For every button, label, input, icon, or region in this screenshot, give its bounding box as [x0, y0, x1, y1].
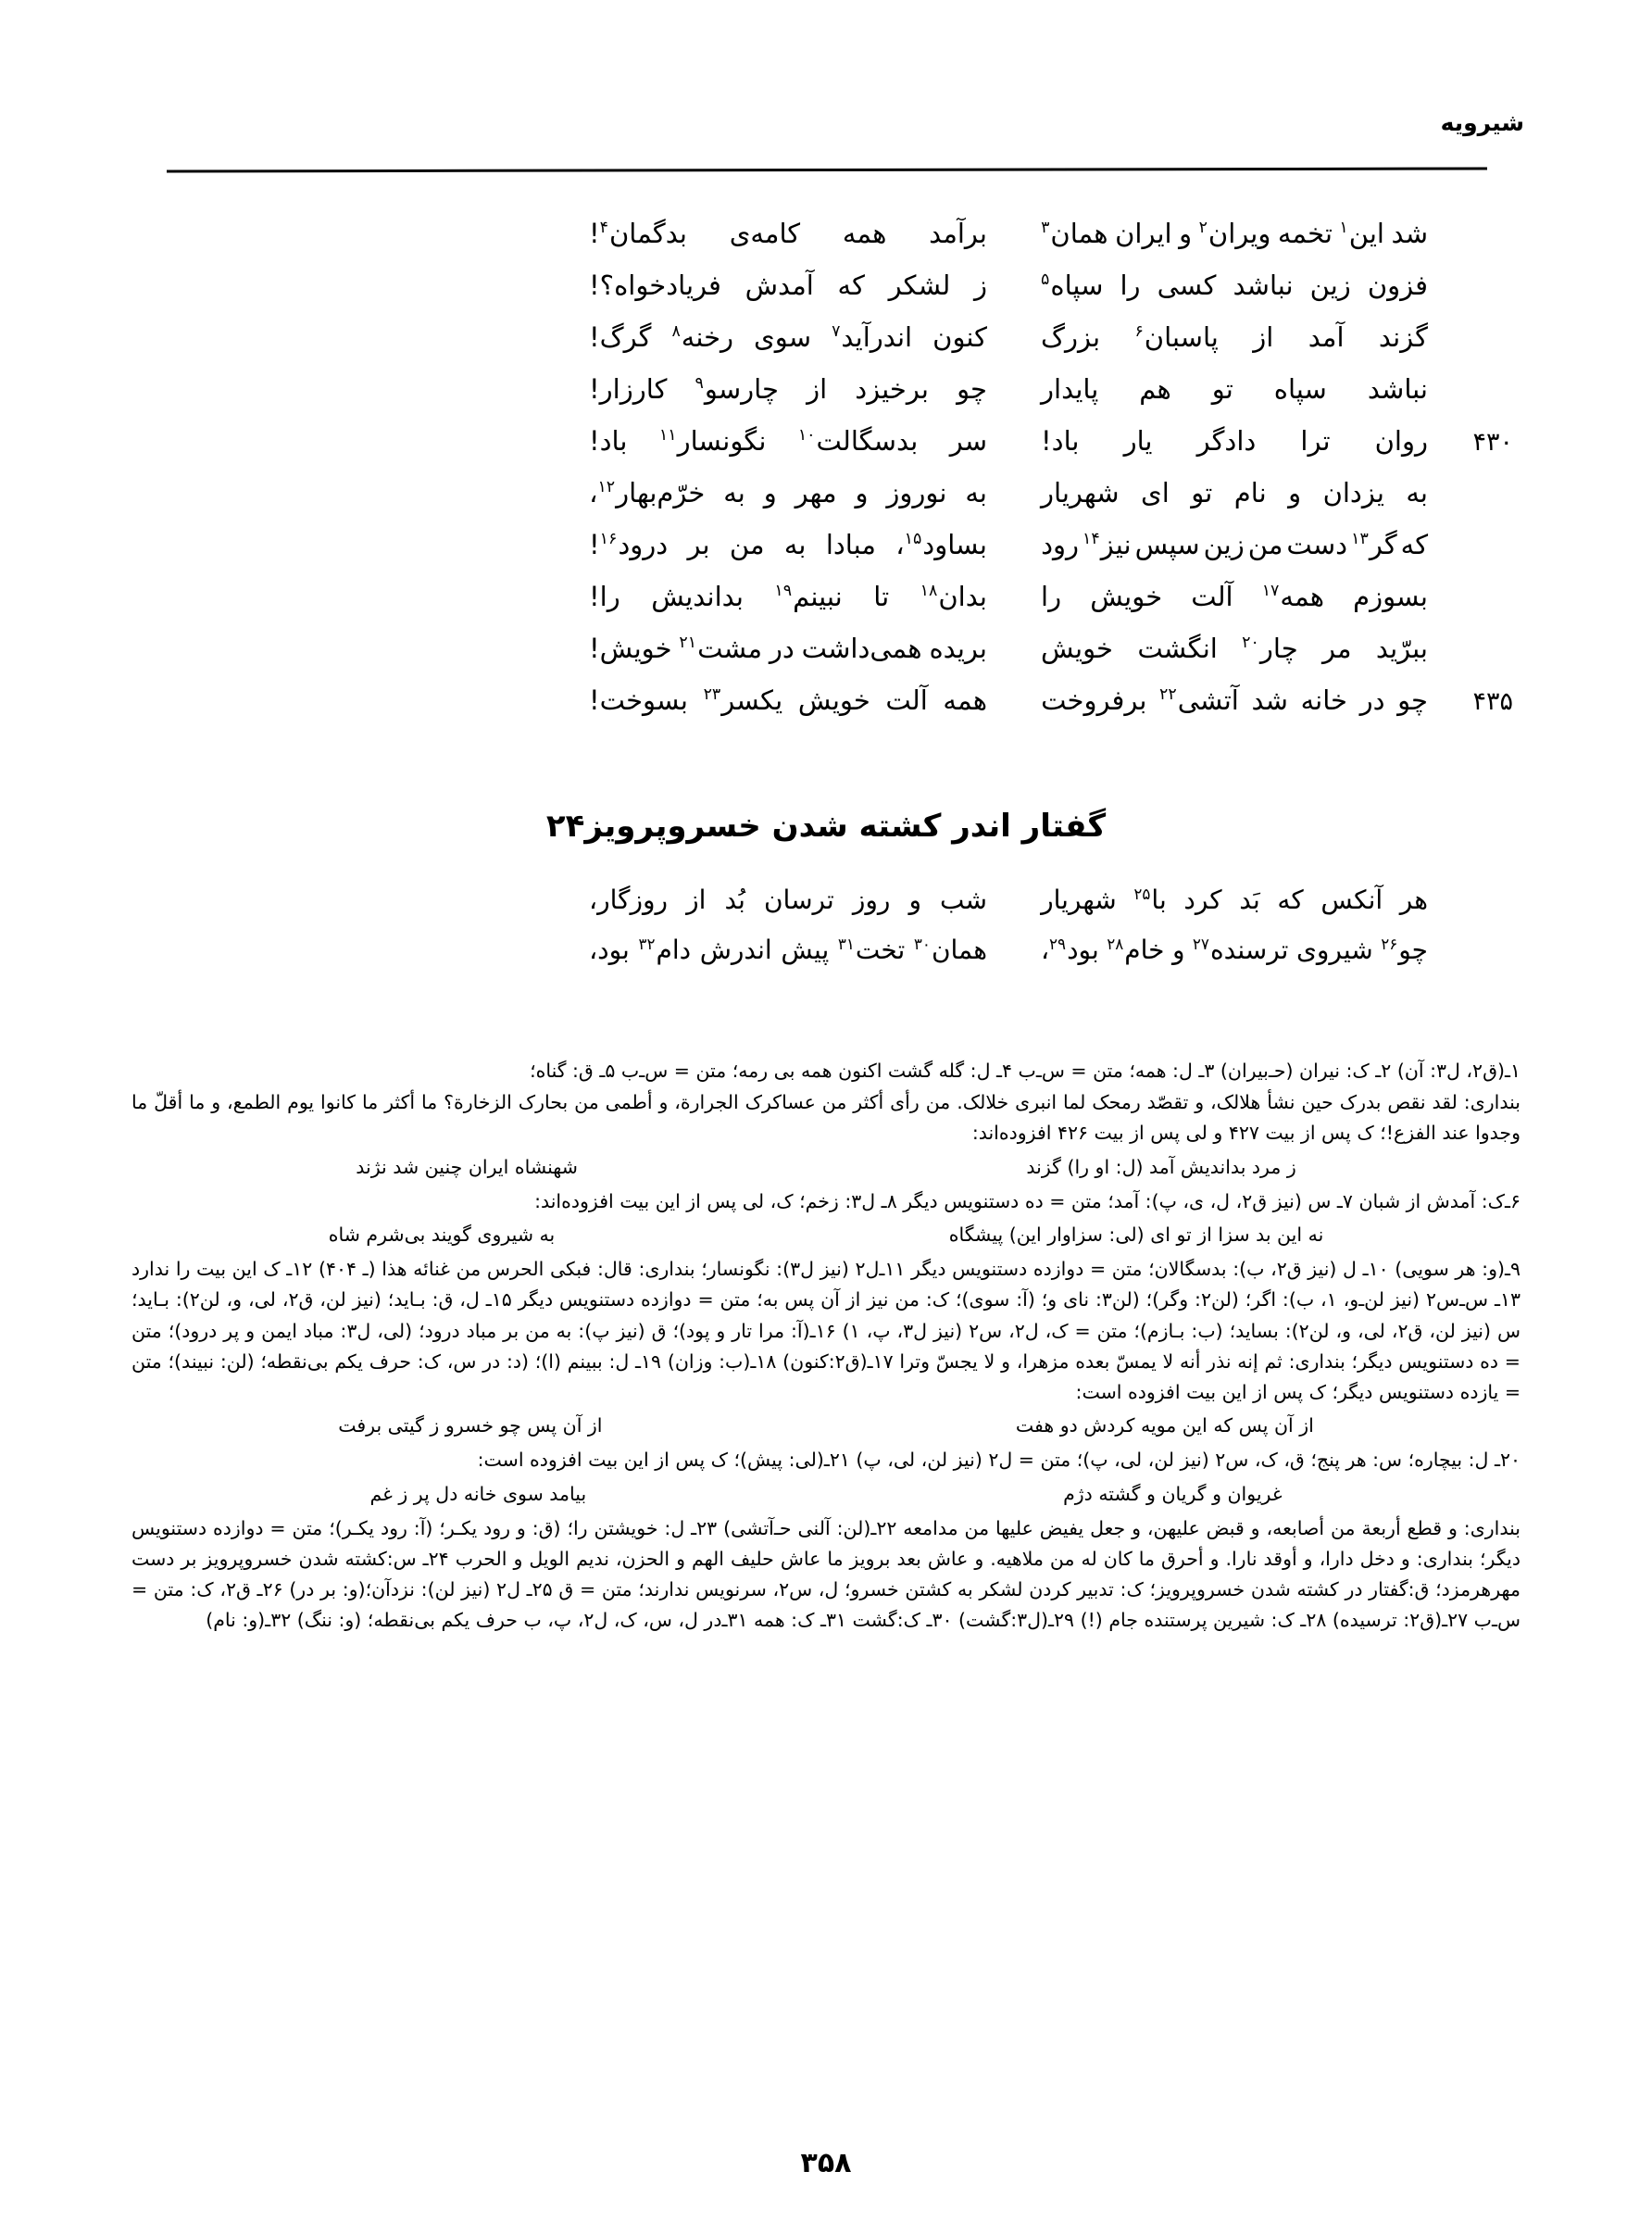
apparatus-note: بنداری: و قطع أربعة من أصابعه، و قبض علیهن، و جعل یفیض علیها من مدامعه ۲۲ـ(لن: آلنی حـ‌آتشی) ۲۳ـ ل: خویشتن را؛ (ق: و رود یکـر؛ (آ: رود یکـر)؛ متن = دوازده دستنویس دیگر؛ بنداری: و دخل دارا، و أوقد نارا. و أحرق ما کان له من ملاهیه. و عاش بعد برویز ما عاش حلیف الهم و الحزن، ندیم الویل و الحرب ۲۴ـ س:‌کشته شدن خسروپرویز بر دست مهرهرمزد؛ ق:‌گفتار در کشته شدن خسروپرویز؛ ک: تدبیر کردن لشکر به کشتن خسرو؛ ل، س۲، سرنویس ندارند؛ متن = ق ۲۵ـ ل۲ (نیز لن): نزدآن؛(و: بر در) ۲۶ـ ق۲، ک: متن = س‌ـ‌ب ۲۷ـ(ق۲: ترسیده) ۲۸ـ ک: شیرین پرستنده جام (!) ۲۹ـ(ل۳:‌گشت) ۳۰ـ ک:‌گشت ۳۱ـ ک: همه ۳۱ـ‌در ل، س، ک، ل۲، پ، ب حرف یکم بی‌نقطه؛ (و: ننگ) ۳۲ـ(و: نام) [131, 1516, 1521, 1632]
verse-block-primary [139, 218, 1513, 736]
verse-line [139, 477, 1513, 529]
hemistich-first: شد این$^۱$ تخمه ویران$^۲$ و ایران همان$^۳$ [1041, 218, 1428, 249]
running-head: شیرویه [1440, 109, 1524, 136]
verse-number: ۴۳۰ [1472, 428, 1513, 457]
hemistich-second: بدان$^{۱۸}$ تا نبینم$^{۱۹}$ بداندیش را! [589, 581, 987, 612]
hemistich-first: چو در خانه شد آتشی$^{۲۲}$ برفروخت [1041, 684, 1428, 716]
hemistich-second: همان$^{۳۰}$ تخت$^{۳۱}$ پیش اندرش دام$^{۳۲}$ بود، [589, 934, 987, 965]
hemistich-second: شب و روز ترسان بُد از روزگار، [589, 885, 987, 915]
apparatus-inserted-verse [131, 1220, 1521, 1250]
apparatus-note: ۲۰ـ ل: بیچاره؛ س: هر پنج؛ ق، ک، س۲ (نیز لن، لی، پ)؛ متن = ل۲ (نیز لن، لی، پ) ۲۱ـ(لی: پیش)؛ ک پس از این بیت افزوده است: [477, 1449, 1521, 1472]
hemistich-second: سر بدسگالت$^{۱۰}$ نگونسار$^{۱۱}$ باد! [589, 425, 987, 457]
hemistich-second: به نوروز و مهر و به خرّم‌بهار$^{۱۲}$، [589, 477, 987, 508]
hemistich-second: کنون اندرآید$^۷$ سوی رخنه$^۸$ گرگ! [589, 321, 987, 353]
hemistich-second: بساود$^{۱۵}$، مبادا به من بر درود$^{۱۶}$! [589, 529, 987, 560]
hemistich-second: غریوان و گریان و گشته دژم [1063, 1482, 1283, 1505]
apparatus-note: ۶ـ‌ک: آمدش از شبان ۷ـ س (نیز ق۲، ل، ی، پ): آمد؛ متن = ده دستنویس دیگر ۸ـ ل۳: زخم؛ ک، لی پس از این بیت افزوده‌اند: [534, 1189, 1521, 1212]
hemistich-second: برآمد همه کامه‌ی بدگمان$^۴$! [589, 218, 987, 249]
apparatus-inserted-verse [131, 1411, 1521, 1441]
apparatus-note: ۹ـ(و: هر سویی) ۱۰ـ ل (نیز ق۲، ب): بدسگالان؛ متن = دوازده دستنویس دیگر ۱۱ـ‌ل۲ (نیز ل۳): نگونسار؛ بنداری: قال: فبکی الحرس من غنائه هذا (ـ ۴۰۴) ۱۲ـ ک این بیت را ندارد ۱۳ـ س‌ـ‌س۲ (نیز لن‌ـ‌و، ۱، ب): اگر؛ (لن۲: وگر)؛ (لن۳: نای و؛ (آ: سوی)؛ ک: من نیز از آن پس به؛ متن = دوازده دستنویس دیگر ۱۵ـ ل، ق: بـاید؛ (نیز لن، ق۲، لی، و، لن۲): بـاید؛ س (نیز لن، ق۲، لی، و، لن۲): بساید؛ (ب: بـازم)؛ متن = ک، ل۲، س۲ (نیز ل۳، پ، ۱) ۱۶ـ(آ: مرا تار و پود)؛ ق (نیز پ): به من بر مباد درود؛ (لی، ل۳: مباد ایمن و پر درود)؛ متن = ده دستنویس دیگر؛ بنداری: ثم إنه نذر أنه لا یمسّ بعده مزهرا، و لا یجسّ وترا ۱۷ـ(ق۲:‌کنون) ۱۸ـ(ب: وزان) ۱۹ـ ل: ببینم (ا)؛ (د: در س، ک: حرف یکم بی‌نقطه؛ (لن: نبیند)؛ متن = یازده دستنویس دیگر؛ ک پس از این بیت افزوده است: [131, 1258, 1521, 1404]
hemistich-second: ز لشکر که آمدش فریادخواه؟! [589, 270, 987, 301]
hemistich-first: گزند آمد از پاسبان$^۶$ بزرگ [1041, 321, 1428, 353]
hemistich-second: همه آلت خویش یکسر$^{۲۳}$ بسوخت! [589, 684, 987, 716]
verse-line [139, 425, 1513, 477]
verse-line [139, 581, 1513, 633]
hemistich-first: بسوزم همه$^{۱۷}$ آلت خویش را [1041, 581, 1428, 612]
hemistich-first: به یزدان و نام تو ای شهریار [1041, 477, 1428, 508]
apparatus-note-arabic: بنداری: لقد نقص بدرک حین نشأ هلالک، و تقصّد رمحک لما انبری خلالک. من رأی أکثر من عساکرک الجرارة، و أطمی من بحارک الزخارة؟ ما أکثر ما کانوا یوم الطمع، و ما أقلّ ما وجدوا عند الفزع!؛ ک پس از بیت ۴۲۷ و لی پس از بیت ۴۲۶ افزوده‌اند: [131, 1091, 1521, 1145]
hemistich-first: شهنشاه ایران چنین شد نژند [356, 1155, 578, 1178]
verse-line [139, 373, 1513, 425]
apparatus-note: ۱ـ(ق۲، ل۳: آن) ۲ـ ک: نیران (حـ‌بیران) ۳ـ ل: همه؛ متن = س‌ـ‌ب ۴ـ ل: گله گشت اکنون همه بی رمه؛ متن = س‌ـ‌ب ۵ـ ق: گناه؛ [530, 1060, 1521, 1082]
hemistich-first: روان ترا دادگر یار باد! [1041, 425, 1428, 457]
hemistich-first: نباشد سپاه تو هم پایدار [1041, 373, 1428, 405]
hemistich-first: ببرّید مر چار$^{۲۰}$ انگشت خویش [1041, 633, 1428, 664]
hemistich-first: بیامد سوی خانه دل پر ز غم [369, 1482, 587, 1505]
hemistich-second: ز مرد بداندیش آمد (ل: او را) گزند [1026, 1155, 1296, 1178]
apparatus-inserted-verse [131, 1479, 1521, 1510]
hemistich-first: که گر$^{۱۳}$ دست من زین سپس نیز$^{۱۴}$ رود [1041, 529, 1428, 560]
verse-line [139, 321, 1513, 373]
verse-line [139, 218, 1513, 270]
hemistich-first: از آن پس چو خسرو ز گیتی برفت [338, 1414, 603, 1437]
hemistich-first: فزون زین نباشد کسی را سپاه$^۵$ [1041, 270, 1428, 301]
verse-line [139, 633, 1513, 684]
hemistich-second: نه این بد سزا از تو ای (لی: سزاوار این) پیشگاه [948, 1224, 1324, 1247]
hemistich-second: از آن پس که این مویه کردش دو هفت [1015, 1414, 1314, 1437]
verse-line [139, 529, 1513, 581]
critical-apparatus [131, 1056, 1521, 1638]
verse-line [139, 270, 1513, 321]
verse-line [139, 885, 1513, 935]
section-heading: گفتار اندر کشته شدن خسروپرویز۲۴ [545, 808, 1107, 845]
hemistich-first: هر آنکس که بَد کرد با$^{۲۵}$ شهریار [1041, 884, 1428, 915]
hemistich-first: چو$^{۲۶}$ شیروی ترسنده$^{۲۷}$ و خام$^{۲۸}$ بود$^{۲۹}$، [1041, 934, 1428, 965]
hemistich-second: بریده همی‌داشت در مشت$^{۲۱}$ خویش! [589, 633, 987, 664]
hemistich-second: چو برخیزد از چارسو$^۹$ کارزار! [589, 373, 987, 405]
page-number: ۳۵۸ [800, 2147, 852, 2179]
verse-line [139, 684, 1513, 736]
verse-block-secondary [139, 885, 1513, 985]
verse-line [139, 935, 1513, 985]
apparatus-inserted-verse [131, 1152, 1521, 1183]
verse-number: ۴۳۵ [1472, 687, 1513, 716]
header-rule [167, 168, 1487, 173]
hemistich-first: به شیروی گویند بی‌شرم شاه [328, 1224, 556, 1247]
